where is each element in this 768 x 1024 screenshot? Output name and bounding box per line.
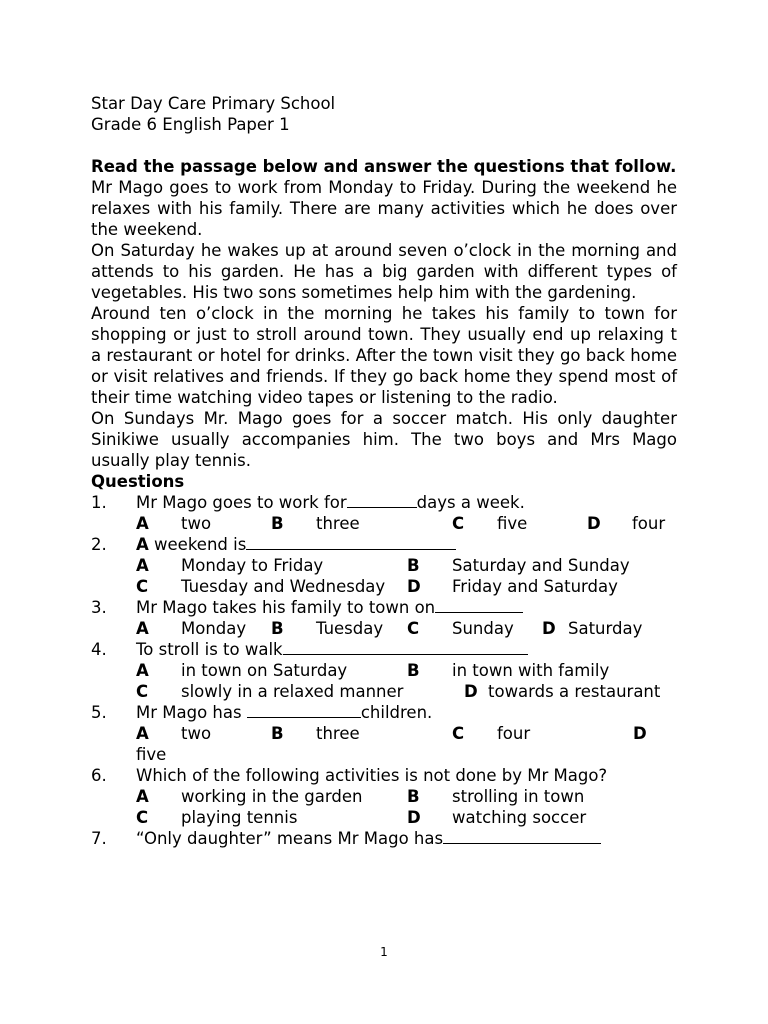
option-text: strolling in town [452, 787, 585, 806]
question-6 [91, 765, 677, 786]
option-text: Saturday and Sunday [452, 556, 630, 575]
option-text: in town with family [452, 661, 610, 680]
options-row [91, 807, 677, 828]
question-stem: “Only daughter” means Mr Mago has [136, 828, 601, 849]
questions-heading: Questions [91, 472, 185, 491]
option-text: two [181, 514, 212, 533]
options-row [91, 555, 677, 576]
option-letter: A [136, 556, 149, 575]
option-text: Saturday [568, 619, 643, 638]
option-letter: C [136, 577, 149, 596]
question-7 [91, 828, 677, 849]
option-letter: A [136, 661, 149, 680]
answer-blank [283, 640, 528, 655]
answer-blank [435, 598, 523, 613]
option-text: three [316, 724, 360, 743]
passage-paragraph: Around ten o’clock in the morning he takes his family to town for shopping or just to stroll around town. They usually end up relaxing t a restaurant or hotel for drinks. After the town visit they go back home or visit relatives and friends. If they go back home they spend most of their time watching video tapes or listening to the radio. [91, 304, 677, 407]
paper-title: Grade 6 English Paper 1 [91, 115, 290, 134]
passage-paragraph: On Sundays Mr. Mago goes for a soccer match. His only daughter Sinikiwe usually accompanies him. The two boys and Mrs Mago usually play tennis. [91, 409, 677, 470]
option-text: four [632, 514, 666, 533]
option-letter: C [452, 724, 465, 743]
options-row [91, 786, 677, 807]
option-letter: B [271, 514, 284, 533]
question-1 [91, 492, 677, 513]
question-number: 4. [91, 640, 107, 659]
option-text: slowly in a relaxed manner [181, 682, 404, 701]
option-letter: B [407, 787, 420, 806]
option-letter: D [464, 682, 478, 701]
option-letter: B [271, 724, 284, 743]
option-letter: D [407, 577, 421, 596]
option-letter: B [407, 556, 420, 575]
option-letter: D [542, 619, 556, 638]
question-number: 7. [91, 829, 107, 848]
passage-paragraph: Mr Mago goes to work from Monday to Friday. During the weekend he relaxes with his family. There are many activities which he does over the weekend. [91, 178, 677, 239]
options-row-wrap [91, 744, 677, 765]
option-text: Monday [181, 619, 247, 638]
option-letter: D [407, 808, 421, 827]
option-letter: C [407, 619, 420, 638]
option-letter: C [136, 808, 149, 827]
option-text: in town on Saturday [181, 661, 348, 680]
option-letter: A [136, 619, 149, 638]
option-text: watching soccer [452, 808, 587, 827]
option-text: two [181, 724, 212, 743]
option-text: working in the garden [181, 787, 363, 806]
question-number: 6. [91, 766, 107, 785]
option-letter: C [136, 682, 149, 701]
question-3 [91, 597, 677, 618]
question-stem: To stroll is to walk [136, 639, 528, 660]
option-letter: A [136, 787, 149, 806]
question-2 [91, 534, 677, 555]
option-text: four [497, 724, 531, 743]
question-stem: Mr Mago takes his family to town on [136, 597, 523, 618]
question-number: 3. [91, 598, 107, 617]
answer-blank [347, 493, 417, 508]
options-row [91, 618, 677, 639]
option-text: three [316, 514, 360, 533]
question-stem: Mr Mago goes to work for days a week. [136, 493, 525, 512]
passage-paragraph: On Saturday he wakes up at around seven o’clock in the morning and attends to his garden. He has a big garden with different types of vegetables. His two sons sometimes help him with the gardening. [91, 241, 677, 302]
option-letter: D [633, 724, 647, 743]
options-row [91, 513, 677, 534]
question-4 [91, 639, 677, 660]
spacer [91, 135, 677, 156]
option-letter: D [587, 514, 601, 533]
answer-blank [443, 829, 601, 844]
question-number: 5. [91, 703, 107, 722]
option-letter: C [452, 514, 465, 533]
option-text: Monday to Friday [181, 556, 324, 575]
question-stem: Which of the following activities is not done by Mr Mago? [136, 766, 608, 785]
option-text: Tuesday [316, 619, 384, 638]
question-stem: Mr Mago has children. [136, 703, 433, 722]
options-row [91, 681, 677, 702]
question-number: 2. [91, 535, 107, 554]
options-row [91, 576, 677, 597]
instruction: Read the passage below and answer the questions that follow. [91, 157, 677, 176]
school-name: Star Day Care Primary School [91, 94, 336, 113]
page-number: 1 [380, 945, 388, 959]
option-letter: B [407, 661, 420, 680]
options-row [91, 660, 677, 681]
option-text: five [497, 514, 528, 533]
question-stem: A weekend is [136, 534, 456, 555]
option-letter: B [271, 619, 284, 638]
answer-blank [247, 703, 361, 718]
option-text: Friday and Saturday [452, 577, 618, 596]
document-page [91, 93, 677, 849]
option-letter: A [136, 724, 149, 743]
option-text: Sunday [452, 619, 514, 638]
option-text: towards a restaurant [488, 682, 661, 701]
option-letter: A [136, 514, 149, 533]
options-row [91, 723, 677, 744]
question-number: 1. [91, 493, 107, 512]
option-text: playing tennis [181, 808, 298, 827]
option-text: Tuesday and Wednesday [181, 577, 386, 596]
option-text: five [136, 745, 167, 764]
question-5 [91, 702, 677, 723]
answer-blank [246, 535, 456, 550]
